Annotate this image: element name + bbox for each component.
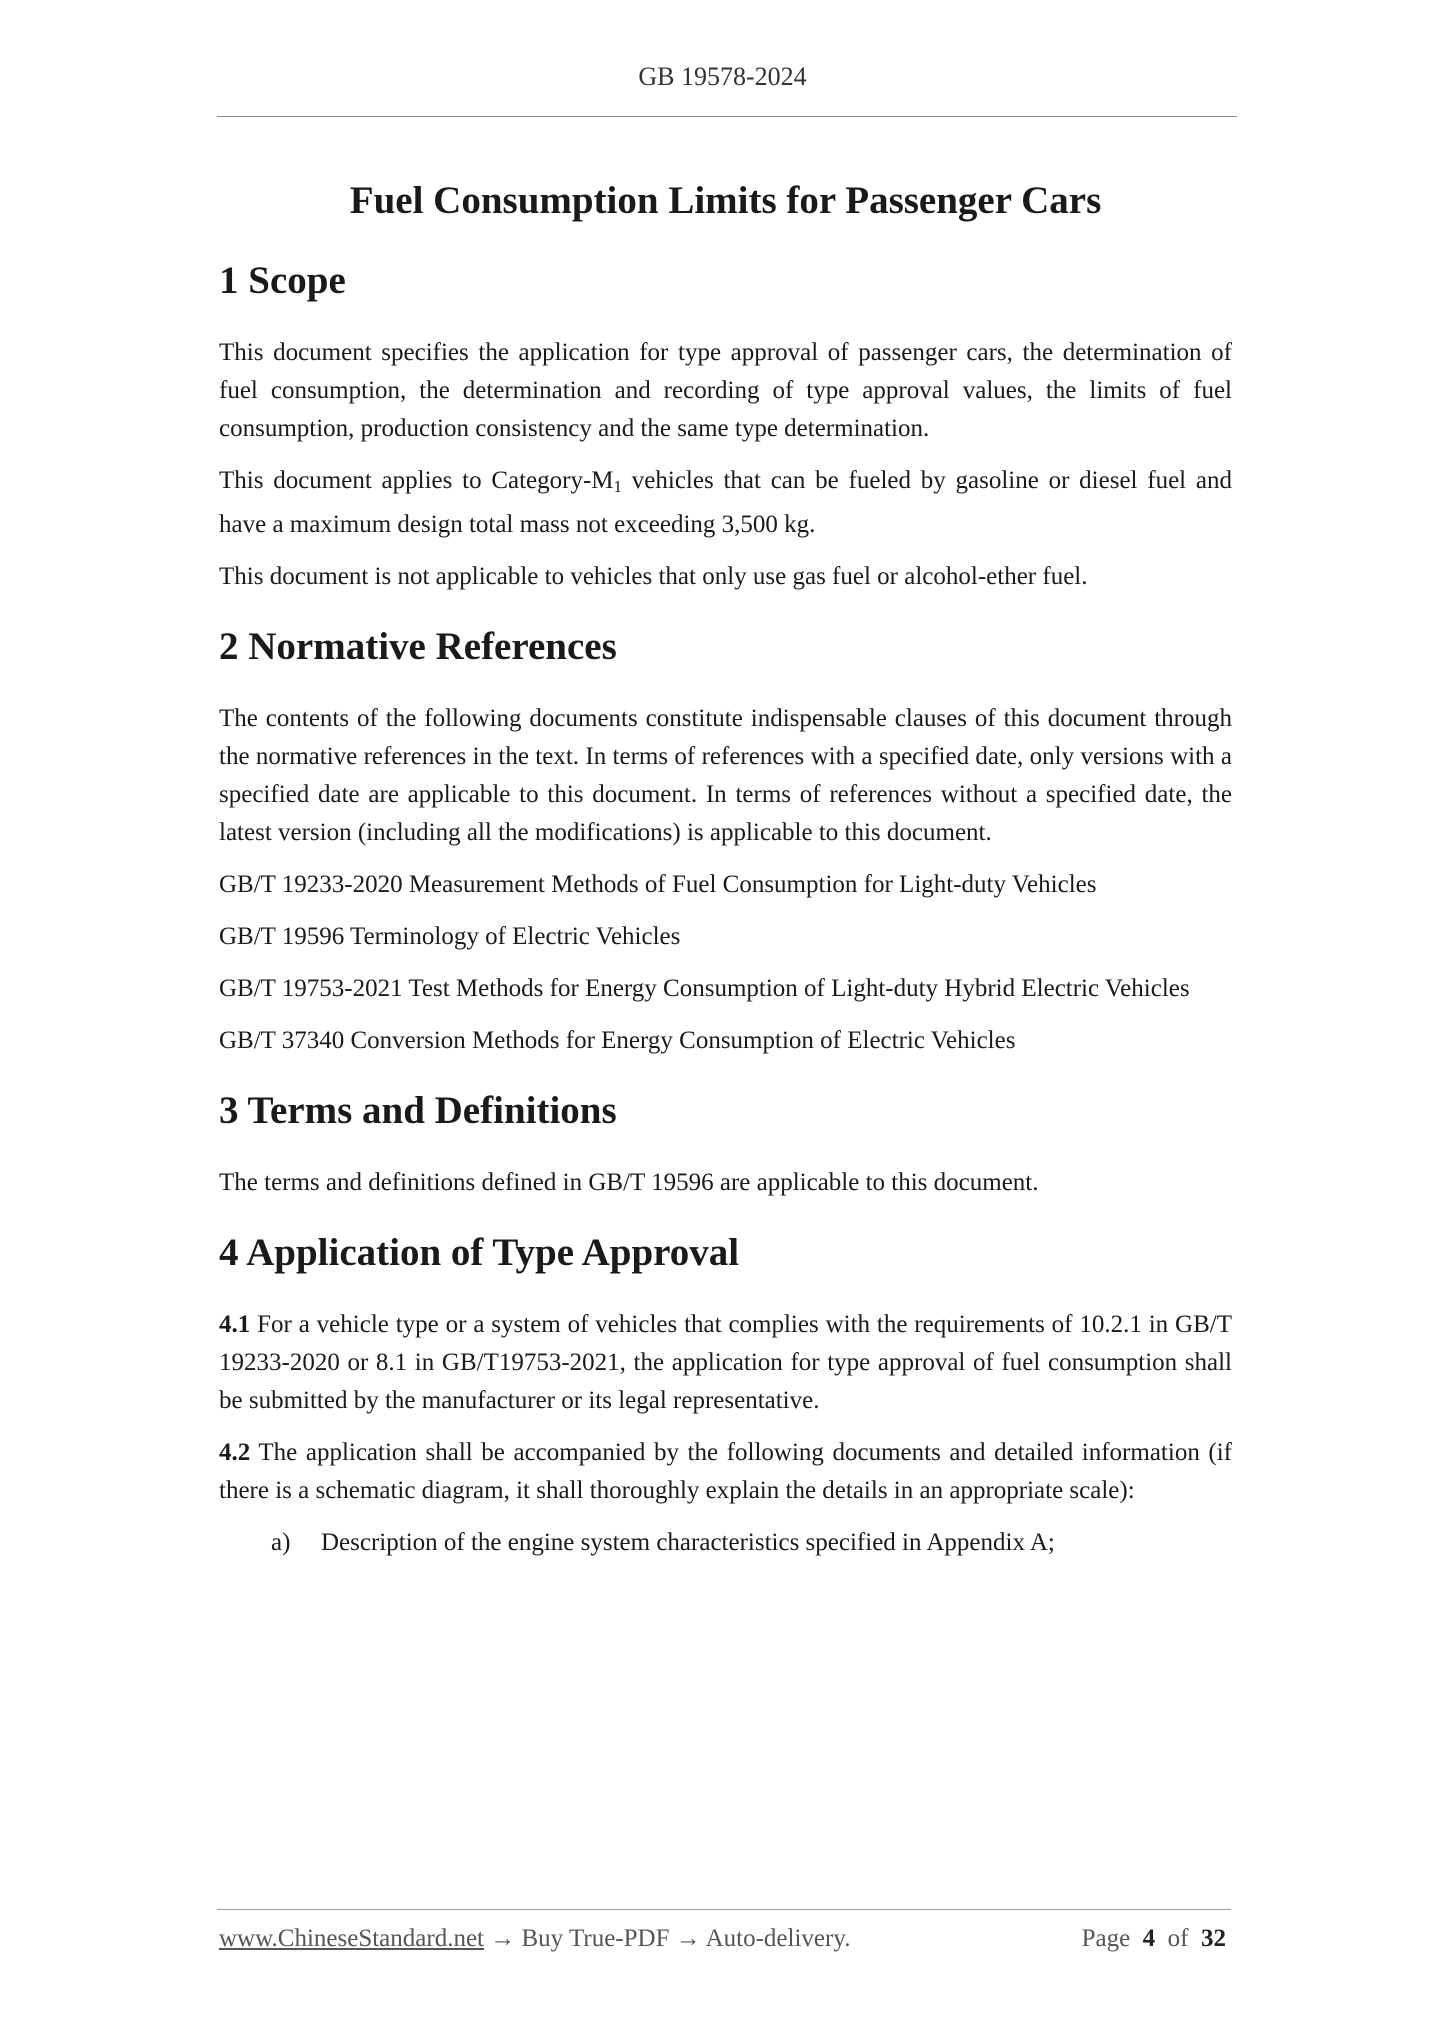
scope-paragraph-1: This document specifies the application for type approval of passenger cars, the determination of fuel consumption, the determination and recording of type approval values, the limits of fuel consumption, production consistency and the same type determination. xyxy=(219,339,1232,442)
section-heading-normative-references: 2 Normative References xyxy=(219,625,617,668)
site-link[interactable]: www.ChineseStandard.net xyxy=(219,1925,484,1952)
reference-item: GB/T 19596 Terminology of Electric Vehicles xyxy=(219,923,681,950)
total-pages-number: 32 xyxy=(1201,1925,1226,1952)
terms-paragraph: The terms and definitions defined in GB/T 19596 are applicable to this document. xyxy=(219,1169,1039,1196)
header-divider xyxy=(217,116,1237,117)
footer-promo xyxy=(219,1925,850,1953)
scope-paragraph-3: This document is not applicable to vehicles that only use gas fuel or alcohol-ether fuel. xyxy=(219,563,1088,590)
list-item-text: Description of the engine system characteristics specified in Appendix A; xyxy=(321,1529,1055,1556)
document-title: Fuel Consumption Limits for Passenger Cars xyxy=(349,179,1102,222)
page-footer xyxy=(219,1925,1232,1953)
arrow-right-icon: → xyxy=(675,1925,701,1952)
page-indicator: Page 4 of 32 xyxy=(1081,1925,1226,1952)
section-heading-scope: 1 Scope xyxy=(219,259,346,302)
auto-delivery-text: Auto-delivery. xyxy=(705,1925,851,1952)
footer-divider xyxy=(217,1909,1231,1910)
arrow-right-icon: → xyxy=(490,1925,516,1952)
page-header-title: GB 19578-2024 xyxy=(638,62,807,91)
list-item xyxy=(219,1524,1232,1562)
list-marker: a) xyxy=(271,1529,291,1556)
reference-item: GB/T 19753-2021 Test Methods for Energy Consumption of Light-duty Hybrid Electric Vehicles xyxy=(219,975,1190,1002)
clause-4-1: 4.1 For a vehicle type or a system of vehicles that complies with the requirements of 10.2.1 in GB/T 19233-2020 or 8.1 in GB/T19753-2021, the application for type approval of fuel consumption shall be submitted by the manufacturer or its legal representative. xyxy=(219,1311,1232,1414)
normative-intro-paragraph: The contents of the following documents constitute indispensable clauses of this document through the normative references in the text. In terms of references with a specified date, only versions with a specified date are applicable to this document. In terms of references without a specified date, the latest version (including all the modifications) is applicable to this document. xyxy=(219,705,1232,846)
clause-4-2: 4.2 The application shall be accompanied by the following documents and detailed information (if there is a schematic diagram, it shall thoroughly explain the details in an appropriate scale): xyxy=(219,1439,1232,1504)
section-heading-terms: 3 Terms and Definitions xyxy=(219,1089,617,1132)
current-page-number: 4 xyxy=(1142,1925,1156,1952)
scope-paragraph-2: This document applies to Category-$M_1$ vehicles that can be fueled by gasoline or diesel fuel and have a maximum design total mass not exceeding 3,500 kg. xyxy=(219,467,1232,538)
buy-pdf-text: Buy True-PDF xyxy=(521,1925,670,1952)
reference-item: GB/T 37340 Conversion Methods for Energy Consumption of Electric Vehicles xyxy=(219,1027,1016,1054)
document-body xyxy=(219,170,1232,1562)
section-heading-application: 4 Application of Type Approval xyxy=(219,1231,740,1274)
reference-item: GB/T 19233-2020 Measurement Methods of Fuel Consumption for Light-duty Vehicles xyxy=(219,871,1097,898)
